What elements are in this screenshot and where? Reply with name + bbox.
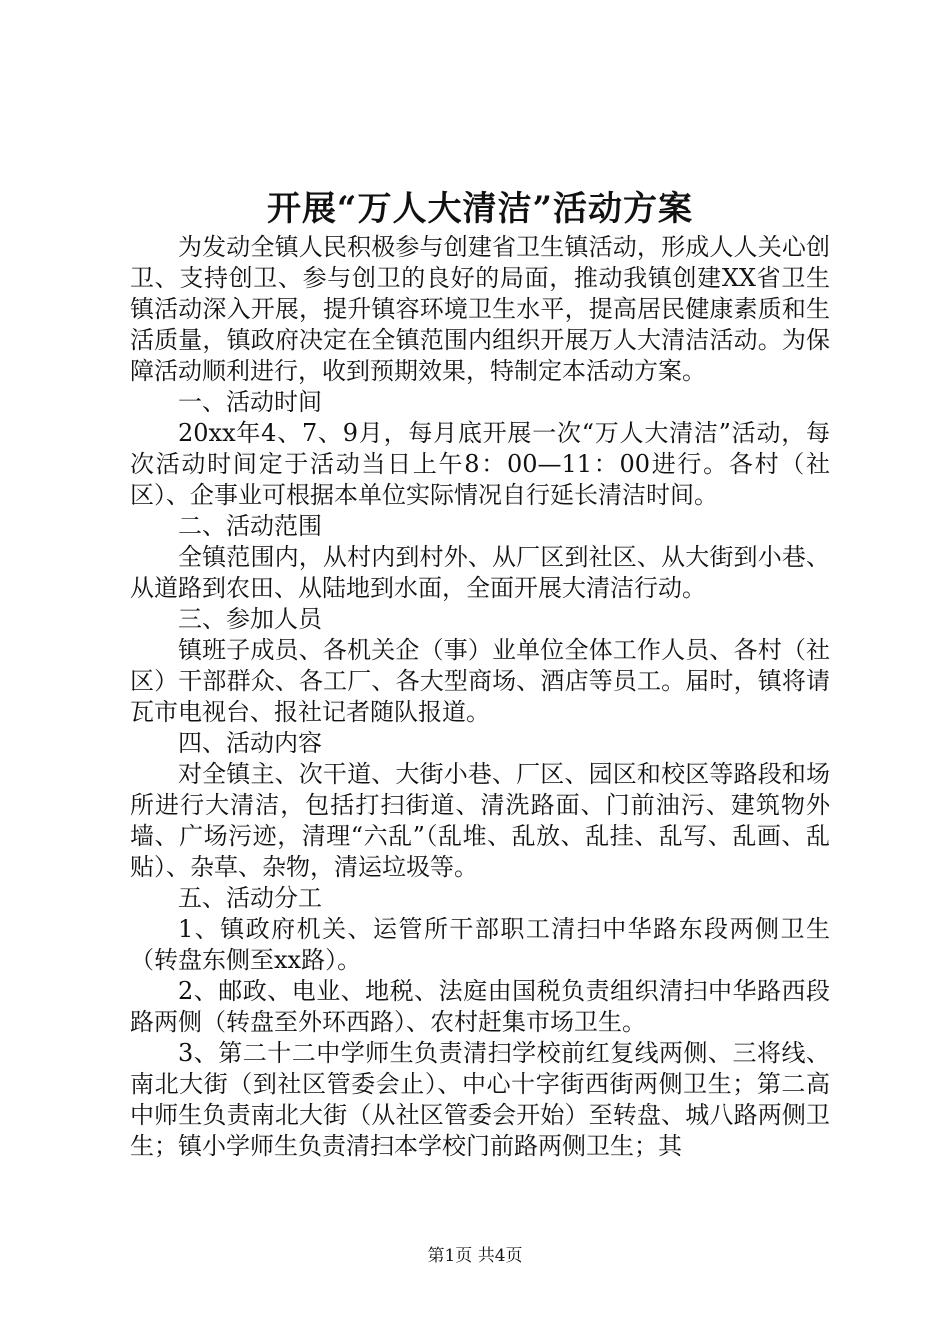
paragraph-intro: 为发动全镇人民积极参与创建省卫生镇活动，形成人人关心创卫、支持创卫、参与创卫的良好的局面，推动我镇创建XX省卫生镇活动深入开展，提升镇容环境卫生水平，提高居民健康素质和生活质量，镇政府决定在全镇范围内组织开展万人大清洁活动。为保障活动顺利进行，收到预期效果，特制定本活动方案。 <box>130 233 830 385</box>
document-body <box>130 232 830 1162</box>
paragraph-scope: 全镇范围内，从村内到村外、从厂区到社区、从大街到小巷、从道路到农田、从陆地到水面，全面开展大清洁行动。 <box>130 543 830 602</box>
paragraph-division-1: 1、镇政府机关、运管所干部职工清扫中华路东段两侧卫生（转盘东侧至xx路）。 <box>130 915 830 974</box>
section-heading-scope: 二、活动范围 <box>178 512 322 540</box>
section-heading-division: 五、活动分工 <box>178 884 322 912</box>
paragraph-division-3: 3、第二十二中学师生负责清扫学校前红复线两侧、三将线、南北大街（到社区管委会止）、中心十字街西街两侧卫生；第二高中师生负责南北大街（从社区管委会开始）至转盘、城八路两侧卫生；镇小学师生负责清扫本学校门前路两侧卫生；其 <box>130 1039 830 1160</box>
section-heading-time: 一、活动时间 <box>178 388 322 416</box>
paragraph-time: 20xx年4、7、9月，每月底开展一次“万人大清洁”活动，每次活动时间定于活动当日上午8：00—11：00进行。各村（社区）、企事业可根据本单位实际情况自行延长清洁时间。 <box>130 419 830 509</box>
paragraph-content: 对全镇主、次干道、大街小巷、厂区、园区和校区等路段和场所进行大清洁，包括打扫街道、清洗路面、门前油污、建筑物外墙、广场污迹，清理“六乱”（乱堆、乱放、乱挂、乱写、乱画、乱贴）、杂草、杂物，清运垃圾等。 <box>130 760 830 881</box>
paragraph-division-2: 2、邮政、电业、地税、法庭由国税负责组织清扫中华路西段路两侧（转盘至外环西路）、农村赶集市场卫生。 <box>130 977 830 1036</box>
page-footer: 第1页 共4页 <box>427 1246 523 1266</box>
section-heading-participants: 三、参加人员 <box>178 605 322 633</box>
section-heading-content: 四、活动内容 <box>178 729 322 757</box>
document-title: 开展“万人大清洁”活动方案 <box>266 189 694 229</box>
paragraph-participants: 镇班子成员、各机关企（事）业单位全体工作人员、各村（社区）干部群众、各工厂、各大型商场、酒店等员工。届时，镇将请瓦市电视台、报社记者随队报道。 <box>130 636 830 726</box>
